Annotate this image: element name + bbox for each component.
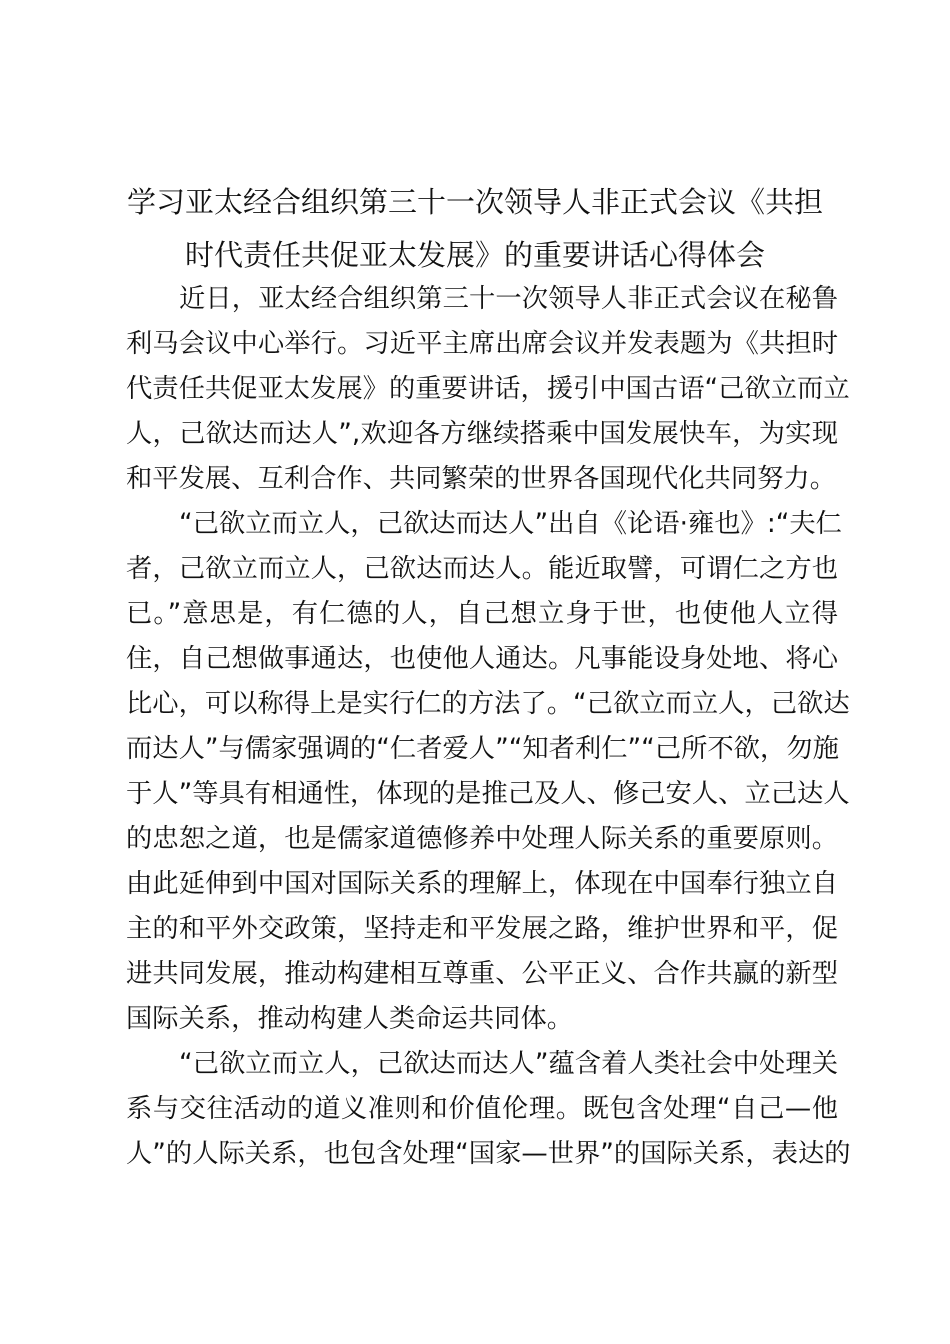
paragraph-line: 主的和平外交政策，坚持走和平发展之路，维护世界和平，促 bbox=[126, 914, 838, 944]
paragraph bbox=[126, 502, 850, 1042]
paragraph-line: 已。”意思是，有仁德的人，自己想立身于世，也使他人立得 bbox=[126, 599, 838, 629]
title-line: 学习亚太经合组织第三十一次领导人非正式会议《共担 bbox=[126, 185, 823, 219]
paragraph-line: 利马会议中心举行。习近平主席出席会议并发表题为《共担时 bbox=[126, 329, 838, 359]
paragraph-line: 比心，可以称得上是实行仁的方法了。“己欲立而立人，己欲达 bbox=[126, 689, 850, 719]
title-line: 时代责任共促亚太发展》的重要讲话心得体会 bbox=[184, 238, 765, 272]
paragraph-line: 者，己欲立而立人，己欲达而达人。能近取譬，可谓仁之方也 bbox=[126, 554, 838, 584]
paragraph-line: 和平发展、互利合作、共同繁荣的世界各国现代化共同努力。 bbox=[126, 464, 837, 494]
paragraph bbox=[126, 1042, 851, 1177]
paragraph-line: 近日，亚太经合组织第三十一次领导人非正式会议在秘鲁 bbox=[179, 284, 838, 314]
paragraph-line: 系与交往活动的道义准则和价值伦理。既包含处理“自己—他 bbox=[126, 1094, 838, 1124]
paragraph-line: 住，自己想做事通达，也使他人通达。凡事能设身处地、将心 bbox=[126, 644, 838, 674]
paragraph-line: “己欲立而立人，己欲达而达人”蕴含着人类社会中处理关 bbox=[179, 1049, 838, 1079]
paragraph-line: 国际关系，推动构建人类命运共同体。 bbox=[126, 1004, 574, 1034]
paragraph-line: 于人”等具有相通性，体现的是推己及人、修己安人、立己达人 bbox=[126, 779, 850, 809]
paragraph-line: 代责任共促亚太发展》的重要讲话，援引中国古语“己欲立而立 bbox=[126, 374, 850, 404]
document-title bbox=[110, 176, 840, 282]
paragraph-line: 由此延伸到中国对国际关系的理解上，体现在中国奉行独立自 bbox=[126, 869, 838, 899]
paragraph-line: 人”的人际关系，也包含处理“国家—世界”的国际关系，表达的 bbox=[126, 1139, 851, 1169]
paragraph-line: 人，己欲达而达人”,欢迎各方继续搭乘中国发展快车，为实现 bbox=[126, 419, 838, 449]
paragraph-line: 进共同发展，推动构建相互尊重、公平正义、合作共赢的新型 bbox=[126, 959, 838, 989]
paragraph-line: 而达人”与儒家强调的“仁者爱人”“知者利仁”“己所不欲，勿施 bbox=[126, 734, 839, 764]
paragraph-line: “己欲立而立人，己欲达而达人”出自《论语·雍也》:“夫仁 bbox=[179, 509, 842, 539]
document-body bbox=[126, 277, 851, 1177]
paragraph bbox=[126, 277, 850, 502]
paragraph-line: 的忠恕之道，也是儒家道德修养中处理人际关系的重要原则。 bbox=[126, 824, 838, 854]
